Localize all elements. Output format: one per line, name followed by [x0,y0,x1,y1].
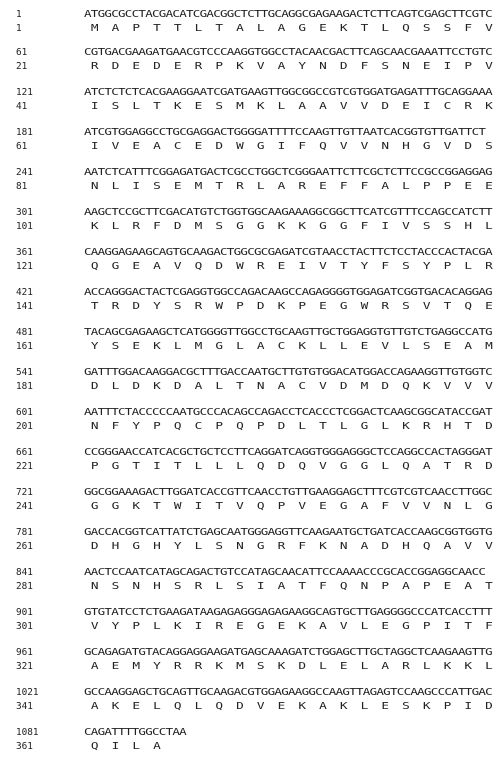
sequence-block [0,46,500,86]
nucleotide-sequence: CCGGGAACCATCACGCTGCTCCTTCAGGATCAGGTGGGAGGGCTCCAGGCCACTAGGGAT [84,447,492,458]
nucleotide-position: 301 [16,207,33,218]
nucleotide-position: 241 [16,167,33,178]
amino-acid-sequence: Y S E K L M G L A C K L L E V L S E A M [84,341,493,352]
amino-acid-sequence: Q G E A V Q D W R E I V T Y F S Y P L R [84,261,493,272]
amino-acid-sequence: A E M Y R R K M S K D L E L A R L K K L [84,661,493,672]
nucleotide-sequence: GTGTATCCTCTGAAGATAAGAGAGGGAGAGAAGGCAGTGCTTGAGGGGCCCATCACCTTT [84,607,492,618]
nucleotide-sequence: GGCGGAAAGACTTGGATCACCGTTCAACCTGTTGAAGGAGCTTTCGTCGTCAACCTTGGC [84,487,492,498]
nucleotide-sequence: ATCTCTCTCACGAAGGAATCGATGAAGTTGGCGGCCGTCGTGGATGAGATTTGCAGGAAA [84,87,492,98]
nucleotide-position: 781 [16,527,33,538]
nucleotide-sequence: CGTGACGAAGATGAACGTCCCAAGGTGGCCTACAACGACTTCAGCAACGAAATTCCTGTC [84,47,492,58]
amino-acid-position: 281 [16,581,33,592]
nucleotide-position: 1081 [16,727,39,738]
sequence-block [0,286,500,326]
amino-acid-sequence: D H G H Y L S N G R F K N A D H Q A V V [84,541,493,552]
nucleotide-sequence: TACAGCGAGAAGCTCATGGGGTTGGCCTGCAAGTTGCTGGAGGTGTTGTCTGAGGCCATG [84,327,492,338]
nucleotide-sequence: AAGCTCCGCTTCGACATGTCTGGTGGCAAGAAAGGCGGCTTCATCGTTTCCAGCCATCTT [84,207,492,218]
nucleotide-sequence: ATGGCGCCTACGACATCGACGGCTCTTGCAGGCGAGAAGACTCTTCAGTCGAGCTTCGTC [84,9,492,20]
amino-acid-position: 261 [16,541,33,552]
nucleotide-position: 61 [16,47,28,58]
sequence-block [0,86,500,126]
nucleotide-sequence: GCCAAGGAGCTGCAGTTGCAAGACGTGGAGAAGGCCAAGTTAGAGTCCAAGCCCATTGAC [84,687,492,698]
amino-acid-sequence: A K E L Q L Q D V E K A K L E S K P I D [84,701,493,712]
amino-acid-position: 341 [16,701,33,712]
amino-acid-position: 81 [16,181,28,192]
amino-acid-sequence: M A P T T L T A L A G E K T L Q S S F V [84,23,493,34]
sequence-block [0,606,500,646]
nucleotide-position: 361 [16,247,33,258]
amino-acid-position: 301 [16,621,33,632]
amino-acid-position: 121 [16,261,33,272]
nucleotide-sequence: ATCGTGGAGGCCTGCGAGGACTGGGGATTTTCCAAGTTGTTAATCACGGTGTTGATTCT [84,127,486,138]
amino-acid-position: 181 [16,381,33,392]
sequence-block [0,406,500,446]
nucleotide-sequence: AATCTCATTTCGGAGATGACTCGCCTGGCTCGGGAATTCTTCGCTCTTCCGCCGGAGGAG [84,167,492,178]
amino-acid-position: 241 [16,501,33,512]
amino-acid-position: 21 [16,61,28,72]
nucleotide-position: 1021 [16,687,39,698]
nucleotide-position: 181 [16,127,33,138]
sequence-block [0,486,500,526]
nucleotide-sequence: CAAGGAGAAGCAGTGCAAGACTGGCGCGAGATCGTAACCTACTTCTCCTACCCACTACGA [84,247,492,258]
sequence-block [0,446,500,486]
nucleotide-sequence: GATTTGGACAAGGACGCTTTGACCAATGCTTGTGTGGACATGGACCAGAAGGTTGTGGTC [84,367,492,378]
amino-acid-sequence: N S N H S R L S I A T F Q N P A P E A T [84,581,493,592]
sequence-block [0,526,500,566]
nucleotide-position: 121 [16,87,33,98]
nucleotide-sequence: GCAGAGATGTACAGGAGGAAGATGAGCAAAGATCTGGAGCTTGCTAGGCTCAAGAAGTTG [84,647,492,658]
amino-acid-position: 101 [16,221,33,232]
nucleotide-position: 1 [16,9,22,20]
sequence-block [0,686,500,726]
sequence-block [0,166,500,206]
sequence-block [0,126,500,166]
sequence-block [0,566,500,606]
amino-acid-position: 41 [16,101,28,112]
nucleotide-position: 661 [16,447,33,458]
sequence-block [0,646,500,686]
amino-acid-sequence: I S L T K E S M K L A A V V D E I C R K [84,101,493,112]
amino-acid-sequence: N F Y P Q C P Q P D L T L G L K R H T D [84,421,493,432]
nucleotide-position: 481 [16,327,33,338]
amino-acid-position: 221 [16,461,33,472]
amino-acid-position: 201 [16,421,33,432]
amino-acid-sequence: N L I S E M T R L A R E F F A L P P E E [84,181,493,192]
sequence-block [0,8,500,46]
amino-acid-position: 361 [16,741,33,752]
nucleotide-position: 841 [16,567,33,578]
amino-acid-position: 321 [16,661,33,672]
nucleotide-sequence: CAGATTTTGGCCTAA [84,727,187,738]
amino-acid-position: 161 [16,341,33,352]
amino-acid-sequence: G G K T W I T V Q P V E G A F V V N L G [84,501,493,512]
amino-acid-sequence: R D E D E R P K V A Y N D F S N E I P V [84,61,493,72]
nucleotide-position: 721 [16,487,33,498]
amino-acid-sequence: K L R F D M S G G K K G G F I V S S H L [84,221,493,232]
amino-acid-position: 1 [16,23,22,34]
amino-acid-sequence: Q I L A [84,741,161,752]
nucleotide-position: 541 [16,367,33,378]
amino-acid-position: 141 [16,301,33,312]
nucleotide-position: 601 [16,407,33,418]
sequence-block [0,246,500,286]
nucleotide-position: 421 [16,287,33,298]
nucleotide-sequence: GACCACGGTCATTATCTGAGCAATGGGAGGTTCAAGAATGCTGATCACCAAGCGGTGGTG [84,527,492,538]
nucleotide-position: 961 [16,647,33,658]
sequence-alignment [0,8,500,766]
amino-acid-sequence: I V E A C E D W G I F Q V V N H G V D S [84,141,493,152]
sequence-block [0,206,500,246]
nucleotide-sequence: AACTCCAATCATAGCAGACTGTCCATAGCAACATTCCAAAACCCGCACCGGAGGCAACC [84,567,486,578]
amino-acid-sequence: D L D K D A L T N A C V D M D Q K V V V [84,381,493,392]
amino-acid-sequence: V Y P L K I R E G E K A V L E G P I T F [84,621,493,632]
amino-acid-position: 61 [16,141,28,152]
amino-acid-sequence: T R D Y S R W P D K P E G W R S V T Q E [84,301,493,312]
sequence-block [0,366,500,406]
sequence-block [0,726,500,766]
nucleotide-position: 901 [16,607,33,618]
nucleotide-sequence: AATTTCTACCCCCAATGCCCACAGCCAGACCTCACCCTCGGACTCAAGCGGCATACCGAT [84,407,492,418]
nucleotide-sequence: ACCAGGGACTACTCGAGGTGGCCAGACAAGCCAGAGGGGTGGAGATCGGTGACACAGGAG [84,287,492,298]
sequence-block [0,326,500,366]
amino-acid-sequence: P G T I T L L L Q D Q V G G L Q A T R D [84,461,493,472]
